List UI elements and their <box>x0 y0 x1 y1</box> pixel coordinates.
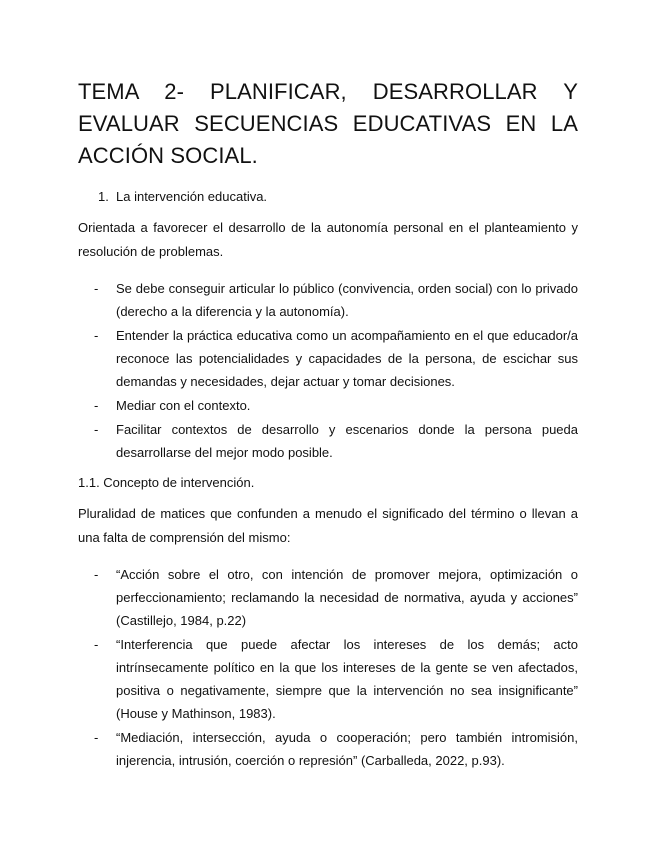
list-item <box>78 563 578 632</box>
intro-paragraph: Orientada a favorecer el desarrollo de la autonomía personal en el planteamiento y resolución de problemas. <box>78 220 578 259</box>
subsection-paragraph: Pluralidad de matices que confunden a menudo el significado del término o llevan a una falta de comprensión del mismo: <box>78 506 578 545</box>
list-item <box>78 633 578 725</box>
list-item <box>78 277 578 323</box>
bullet-dash: - <box>94 422 99 437</box>
page-title: TEMA 2- PLANIFICAR, DESARROLLAR Y EVALUAR SECUENCIAS EDUCATIVAS EN LA ACCIÓN SOCIAL. <box>78 79 578 168</box>
list-item-text: Entender la práctica educativa como un acompañamiento en el que educador/a reconoce las potencialidades y capacidades de la persona, de escichar sus demandas y necesidades, dejar actuar y tomar decisiones. <box>116 328 578 389</box>
list-item-text: Mediar con el contexto. <box>116 398 251 413</box>
section-heading <box>78 186 578 208</box>
document-page <box>78 76 578 773</box>
subsection-heading: 1.1. Concepto de intervención. <box>78 475 255 490</box>
list-item <box>78 726 578 772</box>
section-label: La intervención educativa. <box>116 189 268 204</box>
bullet-list-definitions <box>78 563 578 772</box>
list-item <box>78 324 578 393</box>
list-item <box>78 418 578 464</box>
list-item-text: “Interferencia que puede afectar los intereses de los demás; acto intrínsecamente político en la que los intereses de la gente se ven afectados, positiva o negativamente, siempre que la intervención no sea insignificante” (House y Mathinson, 1983). <box>116 637 578 721</box>
bullet-list-principles <box>78 277 578 464</box>
bullet-dash: - <box>94 637 99 652</box>
bullet-dash: - <box>94 567 99 582</box>
bullet-dash: - <box>94 730 99 745</box>
list-item-text: Facilitar contextos de desarrollo y escenarios donde la persona pueda desarrollarse del mejor modo posible. <box>116 422 578 460</box>
bullet-dash: - <box>94 281 99 296</box>
bullet-dash: - <box>94 398 99 413</box>
list-item-text: “Mediación, intersección, ayuda o cooperación; pero también intromisión, injerencia, intrusión, coerción o represión” (Carballeda, 2022, p.93). <box>116 730 578 768</box>
bullet-dash: - <box>94 328 99 343</box>
section-number: 1. <box>98 189 109 204</box>
list-item-text: Se debe conseguir articular lo público (convivencia, orden social) con lo privado (derecho a la diferencia y la autonomía). <box>116 281 578 319</box>
list-item <box>78 394 578 417</box>
list-item-text: “Acción sobre el otro, con intención de promover mejora, optimización o perfeccionamiento; reclamando la necesidad de normativa, ayuda y acciones” (Castillejo, 1984, p.22) <box>116 567 578 628</box>
